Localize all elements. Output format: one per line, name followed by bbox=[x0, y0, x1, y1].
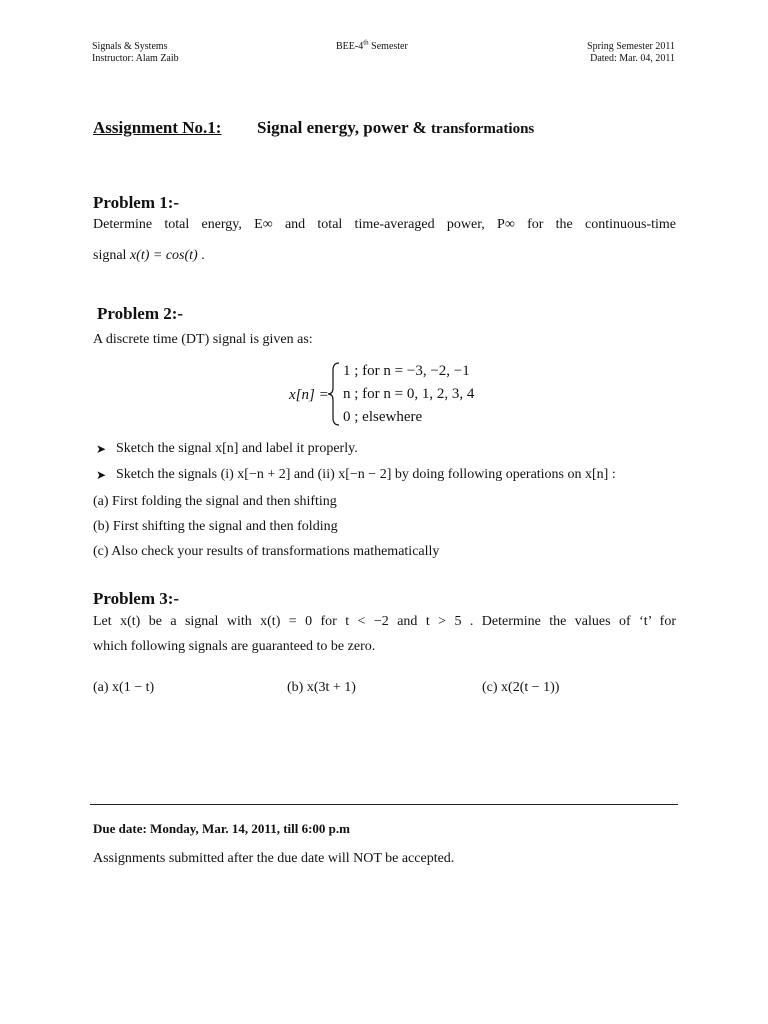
header-right bbox=[587, 41, 675, 65]
divider bbox=[90, 804, 678, 805]
due-date: Due date: Monday, Mar. 14, 2011, till 6:00 p.m bbox=[93, 821, 350, 836]
signal-equation: x(t) = cos(t) bbox=[129, 248, 198, 263]
problem1-line2: signal x(t) = cos(t) . bbox=[93, 248, 205, 263]
term-label: Spring Semester 2011 bbox=[587, 41, 675, 52]
problem2-item-b: (b) First shifting the signal and then folding bbox=[93, 519, 338, 534]
problem2-intro: A discrete time (DT) signal is given as: bbox=[93, 332, 313, 347]
page-title bbox=[93, 118, 535, 138]
case-row: n ; for n = 0, 1, 2, 3, 4 bbox=[343, 386, 475, 402]
problem2-bullet2: Sketch the signals (i) x[−n + 2] and (ii) x[−n − 2] by doing following operations on x[n] : bbox=[116, 467, 616, 482]
problem2-heading: Problem 2:- bbox=[97, 304, 184, 323]
problem1-heading: Problem 1:- bbox=[93, 193, 180, 212]
problem2-item-a: (a) First folding the signal and then shifting bbox=[93, 494, 337, 509]
semester-label: BEE-4th Semester bbox=[336, 38, 408, 52]
problem3-heading: Problem 3:- bbox=[93, 589, 180, 608]
header-left bbox=[92, 41, 179, 65]
dated-label: Dated: Mar. 04, 2011 bbox=[590, 53, 675, 64]
problem3-line1: Let x(t) be a signal with x(t) = 0 for t < −2 and t > 5 . Determine the values of ‘t’ for bbox=[93, 614, 676, 629]
case-row: 0 ; elsewhere bbox=[343, 409, 423, 425]
header-center bbox=[336, 38, 408, 53]
problem3-option-c: (c) x(2(t − 1)) bbox=[482, 680, 560, 695]
instructor-name: Instructor: Alam Zaib bbox=[92, 53, 179, 64]
problem2-bullet1: Sketch the signal x[n] and label it properly. bbox=[116, 441, 358, 456]
assignment-topic: Signal energy, power & transformations bbox=[257, 118, 535, 137]
problem3-line2: which following signals are guaranteed to be zero. bbox=[93, 639, 376, 654]
piecewise-lhs: x[n] = bbox=[289, 387, 329, 403]
problem2-item-c: (c) Also check your results of transformations mathematically bbox=[93, 544, 440, 559]
problem3-option-b: (b) x(3t + 1) bbox=[287, 680, 356, 695]
arrow-bullet-icon: ➤ bbox=[96, 468, 107, 482]
left-brace-icon bbox=[327, 362, 341, 426]
case-row: 1 ; for n = −3, −2, −1 bbox=[343, 363, 470, 379]
piecewise-cases bbox=[343, 362, 474, 431]
assignment-label: Assignment No.1: bbox=[93, 118, 222, 137]
arrow-bullet-icon: ➤ bbox=[96, 442, 107, 456]
late-policy-note: Assignments submitted after the due date will NOT be accepted. bbox=[93, 851, 455, 866]
problem1-line1: Determine total energy, E∞ and total time-averaged power, P∞ for the continuous-time bbox=[93, 217, 676, 232]
problem3-option-a: (a) x(1 − t) bbox=[93, 680, 155, 695]
course-name: Signals & Systems bbox=[92, 41, 168, 52]
